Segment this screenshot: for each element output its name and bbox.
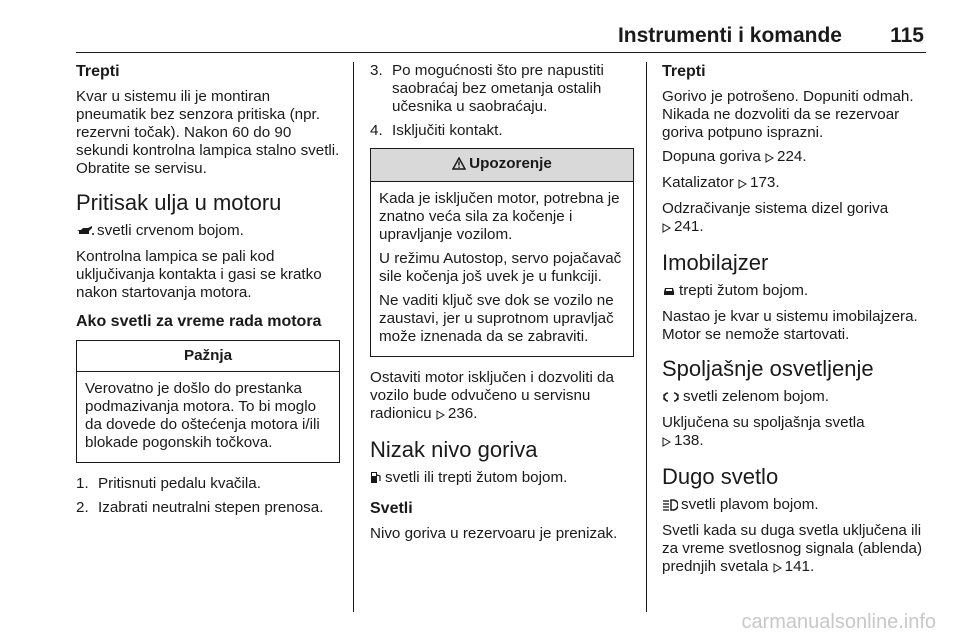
driving-heading: Ako svetli za vreme rada motora [76,313,322,330]
oil-icon-line [76,222,340,242]
warning-p3: Ne vaditi ključ sve dok se vozilo ne zaustavi, jer u suprotnom upravljač može iznenada da se zabraviti. [379,292,614,345]
page-header [0,0,960,58]
watermark: carmanualsonline.info [741,611,936,633]
refuel-line [662,148,932,168]
trepti-text-2: Gorivo je potrošeno. Dopuniti odmah. Nikada ne dozvoliti da se rezervoar goriva potpuno isprazni. [662,88,914,141]
triangle-ref-icon [662,434,671,452]
triangle-ref-icon [436,407,445,425]
warning-triangle-icon [452,157,466,175]
after-text-body: Ostaviti motor isključen i dozvoliti da vozilo bude odvučeno u servisnu radionicu [370,369,614,422]
warning-title: Upozorenje [469,155,552,172]
high-icon-text: svetli plavom bojom. [681,496,819,513]
bleed-ref[interactable]: 241. [674,218,704,235]
page-number: 115 [890,24,924,47]
column-1 [76,62,340,523]
notice-title: Pažnja [77,341,339,372]
high-beam-icon [662,498,678,516]
triangle-ref-icon [765,150,774,168]
list-item [76,499,340,517]
fuel-icon-text: svetli ili trepti žutom bojom. [385,469,568,486]
after-text [370,369,634,425]
fuel-pump-icon [370,471,382,489]
warning-body [371,182,633,356]
steps-list-1 [76,475,340,517]
triangle-ref-icon [773,560,782,578]
column-divider-1 [353,62,354,612]
list-item [370,62,634,116]
exterior-ref[interactable]: 138. [674,432,704,449]
step-text: Isključiti kontakt. [392,122,503,139]
header-title: Instrumenti i komande [617,24,842,47]
notice-body [77,372,339,462]
svetli-text: Nivo goriva u rezervoaru je prenizak. [370,525,618,542]
fuel-icon-line [370,469,634,489]
fuel-heading: Nizak nivo goriva [370,437,538,462]
header-rule [76,52,926,53]
exterior-icon-text: svetli zelenom bojom. [683,388,830,405]
immo-text: Nastao je kvar u sistemu imobilajzera. Motor se nemože startovati. [662,308,918,343]
bleed-line [662,200,932,238]
exterior-line [662,414,932,452]
column-3 [662,62,932,584]
key-car-icon [662,284,676,302]
step-number: 4. [370,122,383,139]
notice-box [76,340,340,463]
catalyst-line [662,174,932,194]
exterior-icon-line [662,388,932,408]
trepti-heading: Trepti [76,63,120,80]
side-lights-icon [662,390,680,408]
column-divider-2 [646,62,647,612]
trepti-text: Kvar u sistemu ili je montiran pneumatik bez senzora pritiska (npr. rezervni točak). Nakon 60 do 90 sekundi kontrolna lampica stalno svetli. Obratite se servisu. [76,88,340,177]
oil-icon-text: svetli crvenom bojom. [97,222,244,239]
step-text: Izabrati neutralni stepen prenosa. [98,499,324,516]
high-beam-heading: Dugo svetlo [662,464,779,489]
high-icon-line [662,496,932,516]
high-text: Svetli kada su duga svetla uključena ili za vreme svetlosnog signala (ablenda) prednjih svetala [662,522,923,575]
catalyst-ref[interactable]: 173. [750,174,780,191]
oil-can-icon [76,224,94,242]
exterior-light-heading: Spoljašnje osvetljenje [662,356,874,381]
step-text: Po mogućnosti što pre napustiti saobraćaj bez ometanja ostalih učesnika u saobraćaju. [392,62,604,115]
svetli-heading: Svetli [370,500,413,517]
immobilizer-heading: Imobilajzer [662,250,769,275]
warning-box [370,148,634,357]
trepti-heading-2: Trepti [662,63,706,80]
triangle-ref-icon [738,176,747,194]
step-number: 1. [76,475,89,492]
refuel-text: Dopuna goriva [662,148,761,165]
high-line [662,522,932,578]
exterior-text: Uključena su spoljašnja svetla [662,414,865,431]
oil-pressure-heading: Pritisak ulja u motoru [76,190,282,215]
step-number: 3. [370,62,383,79]
after-ref[interactable]: 236. [447,405,478,422]
high-ref[interactable]: 141. [784,558,815,575]
warning-p2: U režimu Autostop, servo pojačavač sile kočenja još uvek je u funkciji. [379,250,622,285]
immo-icon-line [662,282,932,302]
notice-text: Verovatno je došlo do prestanka podmazivanja motora. To bi moglo da dovede do oštećenja motora i/ili blokade pogonskih točkova. [85,380,320,451]
immo-icon-text: trepti žutom bojom. [679,282,809,299]
catalyst-text: Katalizator [662,174,734,191]
list-item [76,475,340,493]
list-item [370,122,634,140]
refuel-ref[interactable]: 224. [777,148,807,165]
bleed-text: Odzračivanje sistema dizel goriva [662,200,889,217]
step-text: Pritisnuti pedalu kvačila. [98,475,261,492]
triangle-ref-icon [662,220,671,238]
column-2 [370,62,634,549]
oil-text: Kontrolna lampica se pali kod uključivanja kontakta i gasi se kratko nakon startovanja motora. [76,248,322,301]
step-number: 2. [76,499,89,516]
warning-header [371,149,633,182]
steps-list-2 [370,62,634,140]
warning-p1: Kada je isključen motor, potrebna je znatno veća sila za kočenje i upravljanje vozilom. [379,190,620,243]
